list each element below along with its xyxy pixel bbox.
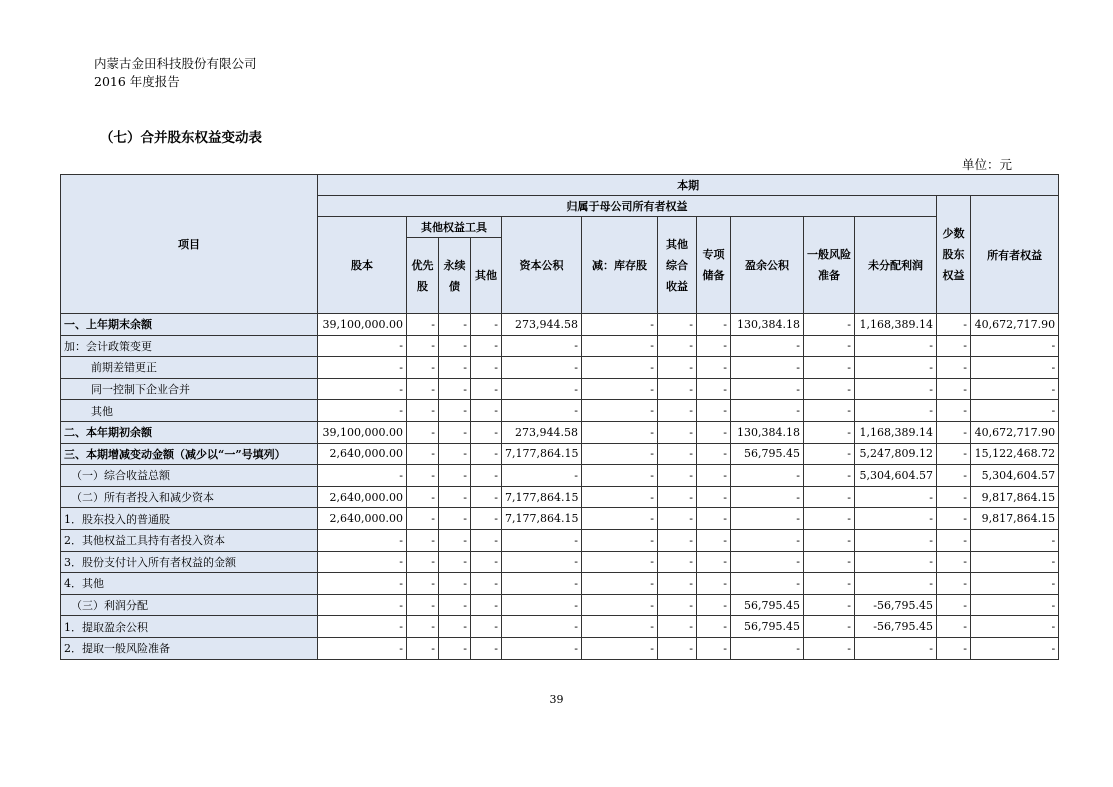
table-cell: - [471, 508, 502, 530]
table-cell: - [731, 486, 804, 508]
table-cell: 7,177,864.15 [502, 443, 582, 465]
table-cell: - [658, 486, 697, 508]
table-cell: - [855, 573, 937, 595]
table-cell: - [318, 637, 407, 659]
table-cell: - [658, 314, 697, 336]
oci-header: 其他综合收益 [658, 217, 697, 314]
table-cell: - [855, 335, 937, 357]
table-cell: 56,795.45 [731, 616, 804, 638]
table-cell: - [502, 616, 582, 638]
table-cell: - [937, 486, 971, 508]
table-row [61, 508, 1059, 530]
table-cell: - [697, 400, 731, 422]
table-cell: -56,795.45 [855, 616, 937, 638]
row-label: （二）所有者投入和减少资本 [61, 486, 318, 508]
table-cell: - [582, 529, 658, 551]
table-cell: - [582, 335, 658, 357]
row-label: 加：会计政策变更 [61, 335, 318, 357]
table-cell: 9,817,864.15 [971, 508, 1059, 530]
table-cell: - [582, 573, 658, 595]
table-cell: - [582, 594, 658, 616]
report-title: 2016 年度报告 [94, 74, 180, 89]
table-cell: 130,384.18 [731, 314, 804, 336]
section-title: （七）合并股东权益变动表 [100, 130, 262, 146]
table-cell: - [439, 378, 471, 400]
table-cell: - [582, 378, 658, 400]
table-cell: - [658, 378, 697, 400]
table-cell: - [804, 637, 855, 659]
table-cell: - [407, 465, 439, 487]
table-cell: - [731, 335, 804, 357]
table-cell: - [439, 529, 471, 551]
table-cell: - [502, 594, 582, 616]
table-cell: - [582, 314, 658, 336]
table-cell: - [502, 573, 582, 595]
treasury-stock-header: 减：库存股 [582, 217, 658, 314]
table-cell: - [471, 378, 502, 400]
table-cell: - [439, 465, 471, 487]
table-cell: - [471, 357, 502, 379]
perpetual-bond-header: 永续债 [439, 238, 471, 314]
table-cell: - [439, 335, 471, 357]
table-cell: - [855, 486, 937, 508]
table-cell: - [937, 378, 971, 400]
table-cell: 273,944.58 [502, 314, 582, 336]
table-cell: - [937, 508, 971, 530]
table-row [61, 443, 1059, 465]
table-row [61, 335, 1059, 357]
row-label: 其他 [61, 400, 318, 422]
table-cell: - [937, 400, 971, 422]
table-cell: - [937, 551, 971, 573]
table-row [61, 400, 1059, 422]
table-cell: - [971, 594, 1059, 616]
table-cell: - [471, 573, 502, 595]
undistributed-profit-header: 未分配利润 [855, 217, 937, 314]
table-cell: - [407, 378, 439, 400]
row-label: 2．其他权益工具持有者投入资本 [61, 529, 318, 551]
table-row [61, 637, 1059, 659]
general-risk-header: 一般风险准备 [804, 217, 855, 314]
table-cell: 7,177,864.15 [502, 508, 582, 530]
table-cell: - [658, 443, 697, 465]
table-cell: - [937, 465, 971, 487]
table-cell: - [697, 378, 731, 400]
table-cell: - [407, 421, 439, 443]
table-cell: - [658, 594, 697, 616]
table-cell: - [502, 529, 582, 551]
surplus-reserve-header: 盈余公积 [731, 217, 804, 314]
table-cell: - [439, 551, 471, 573]
table-cell: - [697, 357, 731, 379]
table-cell: - [582, 421, 658, 443]
table-cell: - [937, 637, 971, 659]
table-cell: - [804, 486, 855, 508]
table-row [61, 573, 1059, 595]
other-equity-tools-header: 其他权益工具 [407, 217, 502, 238]
table-row [61, 551, 1059, 573]
table-cell: - [582, 357, 658, 379]
table-cell: - [731, 637, 804, 659]
table-cell: - [502, 637, 582, 659]
table-cell: - [502, 400, 582, 422]
table-cell: - [971, 573, 1059, 595]
table-cell: - [697, 573, 731, 595]
table-cell: - [582, 486, 658, 508]
table-cell: -56,795.45 [855, 594, 937, 616]
row-label: 前期差错更正 [61, 357, 318, 379]
table-row [61, 378, 1059, 400]
table-cell: - [407, 335, 439, 357]
table-cell: - [471, 421, 502, 443]
table-cell: - [855, 400, 937, 422]
table-cell: - [471, 443, 502, 465]
table-cell: - [407, 400, 439, 422]
table-cell: - [804, 335, 855, 357]
table-cell: - [731, 357, 804, 379]
table-cell: - [407, 443, 439, 465]
share-capital-header: 股本 [318, 217, 407, 314]
table-cell: - [439, 486, 471, 508]
table-cell: - [439, 421, 471, 443]
table-cell: 40,672,717.90 [971, 314, 1059, 336]
row-label: 4．其他 [61, 573, 318, 595]
table-cell: - [439, 616, 471, 638]
table-cell: 5,247,809.12 [855, 443, 937, 465]
table-cell: - [407, 314, 439, 336]
table-cell: - [407, 486, 439, 508]
table-cell: 130,384.18 [731, 421, 804, 443]
row-label: 2．提取一般风险准备 [61, 637, 318, 659]
table-cell: - [471, 335, 502, 357]
table-cell: - [697, 637, 731, 659]
table-cell: - [439, 594, 471, 616]
table-cell: - [439, 573, 471, 595]
table-cell: - [471, 465, 502, 487]
table-row [61, 314, 1059, 336]
table-cell: 56,795.45 [731, 594, 804, 616]
table-cell: - [731, 529, 804, 551]
table-cell: - [582, 400, 658, 422]
row-label: （三）利润分配 [61, 594, 318, 616]
table-cell: - [804, 357, 855, 379]
table-row [61, 465, 1059, 487]
table-cell: - [318, 551, 407, 573]
table-cell: - [471, 529, 502, 551]
table-cell: - [731, 400, 804, 422]
table-cell: - [697, 529, 731, 551]
item-header: 项目 [61, 175, 318, 314]
table-cell: - [658, 400, 697, 422]
table-cell: 1,168,389.14 [855, 314, 937, 336]
table-cell: - [658, 616, 697, 638]
table-cell: - [971, 357, 1059, 379]
table-row [61, 594, 1059, 616]
table-cell: - [407, 637, 439, 659]
table-cell: - [407, 551, 439, 573]
row-label: 一、上年期末余额 [61, 314, 318, 336]
table-cell: 39,100,000.00 [318, 421, 407, 443]
table-cell: - [439, 314, 471, 336]
table-cell: - [804, 573, 855, 595]
table-cell: - [804, 551, 855, 573]
row-label: 二、本年期初余额 [61, 421, 318, 443]
table-cell: 1,168,389.14 [855, 421, 937, 443]
table-cell: - [502, 551, 582, 573]
table-cell: 9,817,864.15 [971, 486, 1059, 508]
total-equity-header: 所有者权益 [971, 196, 1059, 314]
period-header: 本期 [318, 175, 1059, 196]
table-cell: - [804, 314, 855, 336]
table-cell: - [731, 573, 804, 595]
parent-equity-header: 归属于母公司所有者权益 [318, 196, 937, 217]
table-cell: - [804, 529, 855, 551]
table-cell: - [971, 335, 1059, 357]
table-cell: - [697, 335, 731, 357]
table-cell: - [855, 529, 937, 551]
table-cell: - [937, 529, 971, 551]
table-cell: - [471, 594, 502, 616]
table-cell: 273,944.58 [502, 421, 582, 443]
table-cell: - [697, 443, 731, 465]
table-cell: - [471, 616, 502, 638]
table-cell: - [804, 400, 855, 422]
table-cell: - [439, 637, 471, 659]
table-cell: - [318, 357, 407, 379]
table-cell: - [804, 465, 855, 487]
table-cell: - [318, 573, 407, 595]
table-cell: - [407, 508, 439, 530]
table-cell: - [697, 616, 731, 638]
table-cell: - [582, 508, 658, 530]
table-cell: - [471, 551, 502, 573]
page-number: 39 [549, 693, 564, 706]
table-cell: - [731, 465, 804, 487]
table-cell: - [407, 529, 439, 551]
table-cell: - [971, 400, 1059, 422]
table-cell: - [471, 637, 502, 659]
table-cell: - [582, 443, 658, 465]
minority-equity-header: 少数股东权益 [937, 196, 971, 314]
table-cell: - [658, 573, 697, 595]
table-cell: - [439, 508, 471, 530]
table-cell: - [471, 400, 502, 422]
row-label: 1．股东投入的普通股 [61, 508, 318, 530]
table-cell: - [697, 314, 731, 336]
table-cell: 56,795.45 [731, 443, 804, 465]
table-cell: - [855, 637, 937, 659]
table-cell: - [731, 551, 804, 573]
table-cell: - [855, 378, 937, 400]
table-cell: - [937, 443, 971, 465]
table-cell: - [937, 594, 971, 616]
table-cell: 7,177,864.15 [502, 486, 582, 508]
preferred-stock-header: 优先股 [407, 238, 439, 314]
table-cell: 39,100,000.00 [318, 314, 407, 336]
table-cell: - [502, 378, 582, 400]
table-cell: - [937, 421, 971, 443]
table-cell: - [658, 637, 697, 659]
table-cell: - [697, 421, 731, 443]
table-cell: - [318, 335, 407, 357]
table-cell: - [318, 400, 407, 422]
equity-change-table [60, 174, 1059, 660]
table-cell: - [937, 357, 971, 379]
table-cell: - [804, 378, 855, 400]
table-cell: - [804, 508, 855, 530]
table-cell: - [804, 594, 855, 616]
table-cell: - [471, 486, 502, 508]
table-cell: 2,640,000.00 [318, 443, 407, 465]
table-cell: - [439, 443, 471, 465]
table-cell: - [582, 637, 658, 659]
table-cell: - [937, 314, 971, 336]
table-cell: - [407, 616, 439, 638]
table-cell: - [658, 421, 697, 443]
row-label: 同一控制下企业合并 [61, 378, 318, 400]
table-cell: - [937, 616, 971, 638]
table-cell: - [697, 486, 731, 508]
table-cell: 15,122,468.72 [971, 443, 1059, 465]
row-label: （一）综合收益总额 [61, 465, 318, 487]
table-cell: - [971, 529, 1059, 551]
table-cell: - [855, 551, 937, 573]
table-row [61, 357, 1059, 379]
table-cell: - [658, 508, 697, 530]
row-label: 3．股份支付计入所有者权益的金额 [61, 551, 318, 573]
special-reserve-header: 专项储备 [697, 217, 731, 314]
table-cell: - [439, 400, 471, 422]
table-cell: - [697, 508, 731, 530]
table-cell: - [582, 465, 658, 487]
table-cell: - [318, 378, 407, 400]
table-cell: - [318, 594, 407, 616]
table-cell: - [804, 443, 855, 465]
table-cell: - [731, 378, 804, 400]
table-cell: - [804, 421, 855, 443]
table-row [61, 529, 1059, 551]
table-cell: - [318, 465, 407, 487]
table-cell: - [407, 357, 439, 379]
table-cell: - [697, 551, 731, 573]
table-cell: - [658, 529, 697, 551]
table-row [61, 486, 1059, 508]
table-cell: - [658, 551, 697, 573]
table-cell: - [407, 594, 439, 616]
table-cell: - [804, 616, 855, 638]
table-cell: - [471, 314, 502, 336]
other-tools-header: 其他 [471, 238, 502, 314]
capital-reserve-header: 资本公积 [502, 217, 582, 314]
table-cell: - [937, 573, 971, 595]
row-label: 三、本期增减变动金额（减少以“一”号填列） [61, 443, 318, 465]
table-cell: - [318, 616, 407, 638]
table-cell: - [502, 357, 582, 379]
table-cell: 40,672,717.90 [971, 421, 1059, 443]
table-cell: - [855, 357, 937, 379]
table-cell: - [731, 508, 804, 530]
table-cell: 2,640,000.00 [318, 508, 407, 530]
table-cell: - [318, 529, 407, 551]
table-cell: - [937, 335, 971, 357]
table-cell: - [502, 335, 582, 357]
table-cell: 5,304,604.57 [971, 465, 1059, 487]
table-cell: - [971, 551, 1059, 573]
table-cell: - [658, 335, 697, 357]
table-cell: 2,640,000.00 [318, 486, 407, 508]
table-row [61, 616, 1059, 638]
table-cell: - [971, 616, 1059, 638]
company-name: 内蒙古金田科技股份有限公司 [94, 56, 257, 71]
table-cell: - [971, 637, 1059, 659]
table-row [61, 421, 1059, 443]
table-cell: - [582, 616, 658, 638]
table-cell: - [855, 508, 937, 530]
table-cell: - [971, 378, 1059, 400]
table-cell: - [658, 465, 697, 487]
unit-label: 单位：元 [962, 157, 1013, 172]
table-cell: - [582, 551, 658, 573]
table-cell: - [407, 573, 439, 595]
table-cell: - [502, 465, 582, 487]
table-cell: - [439, 357, 471, 379]
row-label: 1．提取盈余公积 [61, 616, 318, 638]
table-cell: - [697, 594, 731, 616]
table-cell: 5,304,604.57 [855, 465, 937, 487]
table-cell: - [658, 357, 697, 379]
table-cell: - [697, 465, 731, 487]
